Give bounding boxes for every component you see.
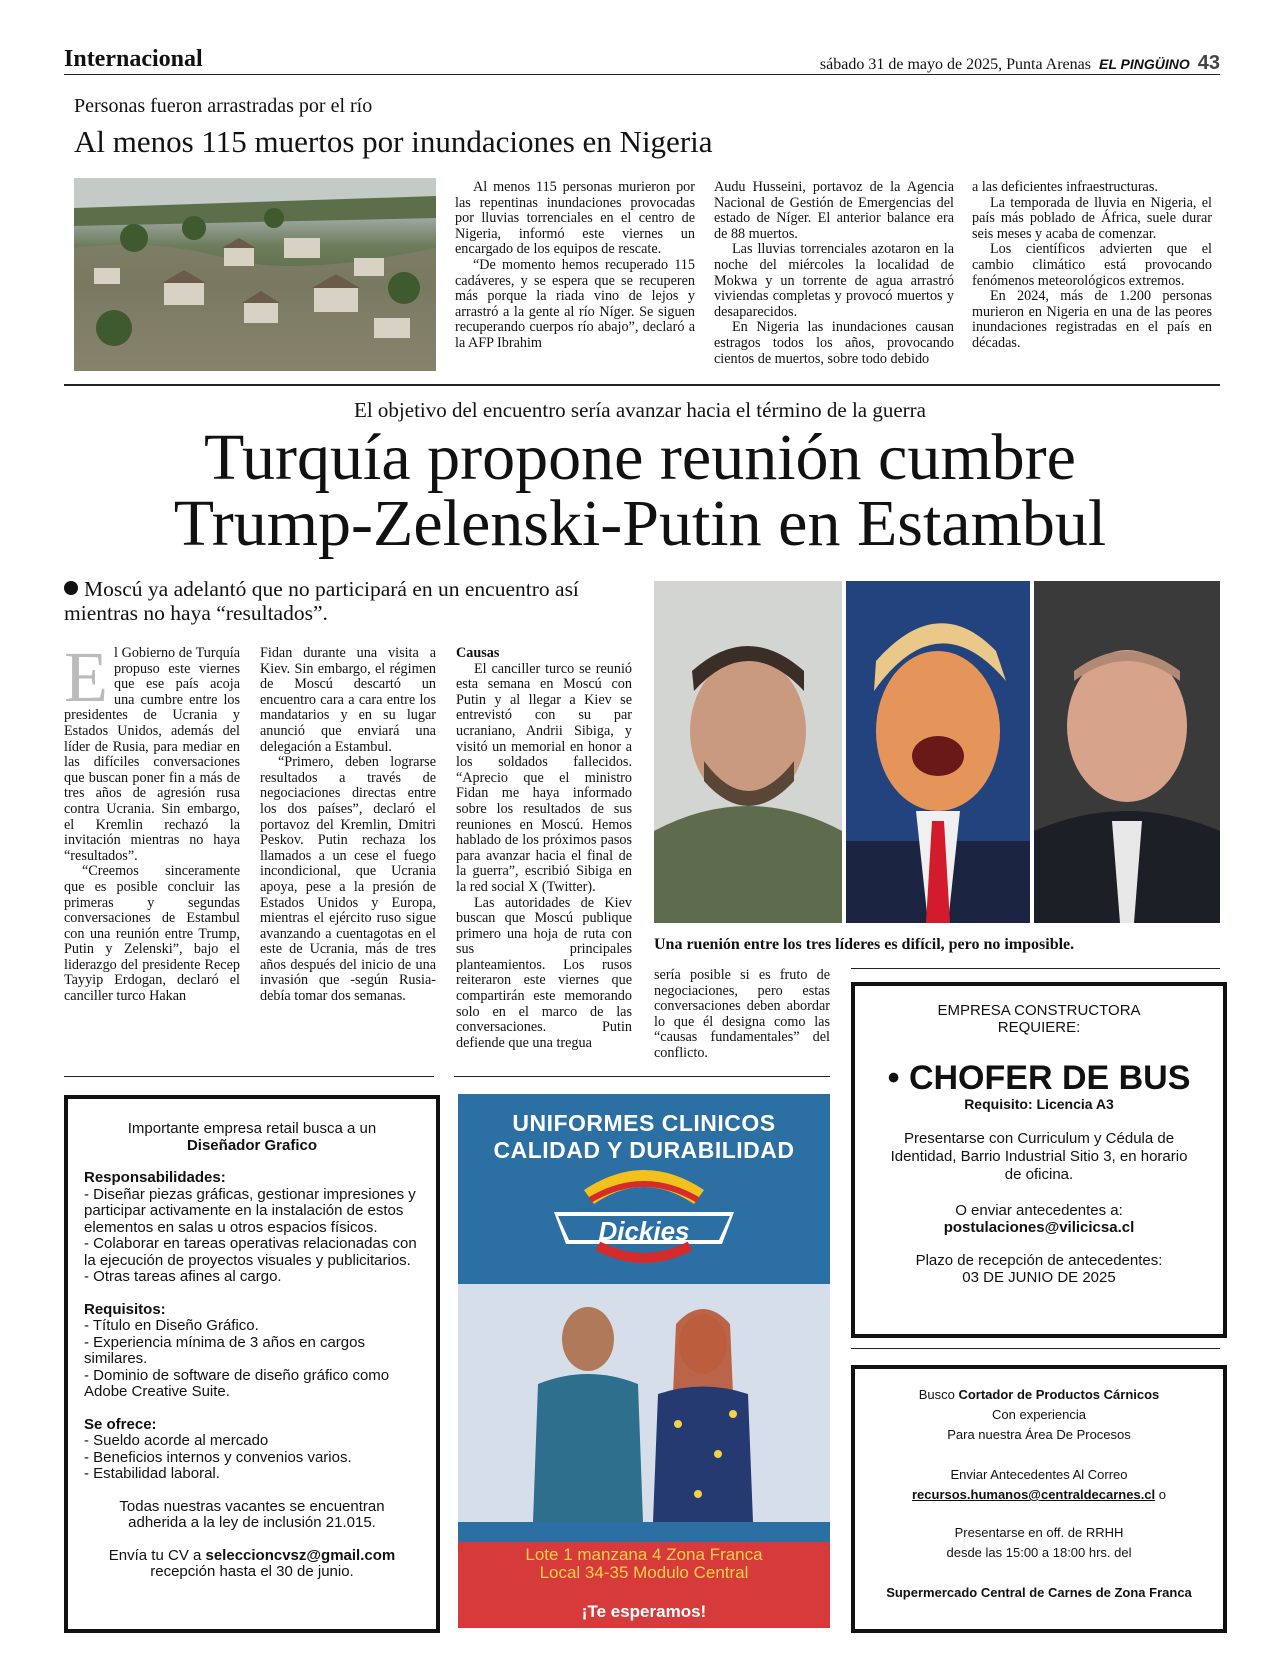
paragraph: a las deficientes infraestructuras. xyxy=(972,179,1158,195)
paragraph: El canciller turco se reunió esta semana en Moscú con Putin y al llegar a Kiev se entrevistó con su par ucraniano, Andrii Sibiga, y visitó un memorial en honor a los soldados fallecidos. “Aprecio que el ministro Fidan me haya informado sobre los resultados de sus reuniones en Moscú. Hemos hablado de los próximos pasos para avanzar hacia el final de la guerra”, escribió Sibiga en la red social X (Twitter). xyxy=(456,660,632,895)
ads-divider-right xyxy=(851,968,1220,969)
putin-photo xyxy=(1034,581,1220,923)
resp-list xyxy=(84,1187,420,1286)
list-item: - Beneficios internos y convenios varios. xyxy=(84,1448,352,1466)
ad-designer xyxy=(64,1095,440,1633)
ad-role: • CHOFER DE BUS xyxy=(887,1059,1191,1097)
dickies-footer xyxy=(458,1542,830,1628)
dickies-logo-text: Dickies xyxy=(598,1216,690,1246)
req-list xyxy=(84,1318,420,1401)
req-title: Requisitos: xyxy=(84,1300,166,1318)
ads-divider-left xyxy=(64,1076,434,1077)
story2-deck: Moscú ya adelantó que no participará en un encuentro así mientras no haya “resultados”. xyxy=(64,577,579,625)
story2-headline xyxy=(0,421,1280,560)
ad-line: Enviar Antecedentes Al Correo xyxy=(950,1467,1128,1482)
ad-line: Busco Cortador de Productos Cárnicos xyxy=(918,1387,1160,1402)
paragraph: “De momento hemos recuperado 115 cadáveres, y se espera que se recuperen más porque la riada vino de lejos y arrastró a la gente al río Níger. Se siguen recuperando cuerpos río abajo”, declaró a la AFP Ibrahim xyxy=(455,256,695,351)
trump-photo xyxy=(846,581,1030,923)
list-item: - Colaborar en tareas operativas relacionadas con la ejecución de proyectos visuales y publicitarios. xyxy=(84,1235,417,1269)
headline-line-1: Turquía propone reunión cumbre xyxy=(204,421,1076,494)
section-title: Internacional xyxy=(64,46,203,72)
story2-column-3 xyxy=(456,646,632,1051)
story1-headline: Al menos 115 muertos por inundaciones en Nigeria xyxy=(74,124,713,159)
ad-role: Diseñador Grafico xyxy=(186,1136,318,1154)
ad-requirement: Requisito: Licencia A3 xyxy=(964,1096,1114,1112)
paragraph: Las autoridades de Kiev buscan que Moscú publique primero una hoja de ruta con sus principales planteamientos. Los rusos reiteraron este viernes que compartirán este memorando solo en el marco de las conversaciones. Putin defiende que una tregua xyxy=(456,894,632,1051)
story2-column-4 xyxy=(654,968,830,1062)
ad-line: recursos.humanos@centraldecarnes.cl o xyxy=(911,1487,1166,1502)
paragraph: El Gobierno de Turquía propuso este viernes que ese país acoja una cumbre entre los presidentes de Ucrania y Estados Unidos, además del líder de Rusia, para mediar en las difíciles conversaciones que buscan poner fin a más de tres años de agresión rusa contra Ucrania. Sin embargo, el Kremlin rechazó la invitación mientras no haya “resultados”. xyxy=(64,637,240,864)
ads-divider-right-2 xyxy=(851,1348,1220,1349)
story-divider xyxy=(64,384,1220,386)
email-link[interactable]: recursos.humanos@centraldecarnes.cl xyxy=(911,1487,1156,1502)
deadline: recepción hasta el 30 de junio. xyxy=(150,1563,354,1580)
paragraph: La temporada de lluvia en Nigeria, el país más poblado de África, suele durar seis meses y acaba de comenzar. xyxy=(972,194,1212,242)
list-item: - Experiencia mínima de 3 años en cargos similares. xyxy=(84,1333,365,1367)
paragraph: Fidan durante una visita a Kiev. Sin embargo, el régimen de Moscú descartó un encuentro cara a cara entre los mandatarios y en su lugar anunció que enviará una delegación a Estambul. xyxy=(260,645,436,755)
paragraph: Al menos 115 personas murieron por las repentinas inundaciones provocadas por lluvias torrenciales en el centro de Nigeria, informó este viernes un encargado de los equipos de rescate. xyxy=(455,179,695,258)
list-item: - Título en Diseño Gráfico. xyxy=(84,1317,259,1334)
resp-title: Responsabilidades: xyxy=(84,1169,226,1186)
bullet-icon xyxy=(64,581,78,595)
ad-meat-cutter xyxy=(851,1365,1227,1633)
ad-company: Supermercado Central de Carnes de Zona Franca xyxy=(886,1585,1192,1600)
headline-line-2: Trump-Zelenski-Putin en Estambul xyxy=(173,487,1107,560)
page-number: 43 xyxy=(1197,52,1220,74)
story2-column-2 xyxy=(260,646,436,1005)
ads-divider-mid xyxy=(454,1076,830,1077)
offer-list xyxy=(84,1433,420,1483)
ad-line: Presentarse en off. de RRHH xyxy=(954,1525,1124,1540)
email-link[interactable]: postulaciones@vilicicsa.cl xyxy=(943,1219,1135,1236)
story1-kicker: Personas fueron arrastradas por el río xyxy=(74,95,373,117)
brand-logo: EL PINGÜINO xyxy=(1098,56,1190,72)
ad-deadline-label: Plazo de recepción de antecedentes: xyxy=(915,1252,1163,1269)
flood-photo xyxy=(74,178,436,371)
paragraph: Audu Husseini, portavoz de la Agencia Nacional de Gestión de Emergencias del estado de Níger. El anterior balance era de 88 muertos. xyxy=(714,179,954,242)
story1-column-3 xyxy=(972,180,1212,352)
paragraph: “Primero, deben lograrse resultados a través de negociaciones directas entre los dos países”, declaró el portavoz del Kremlin, Dmitri Peskov. Putin rechaza los llamados a un cese el fuego incondicional, que Ucrania apoya, pese a la presión de Estados Unidos y Europa, mientras el ejército ruso sigue avanzando a cuentagotas en el este de Ucrania, más de tres años después del inicio de una invasión que -según Rusia- debía tomar dos semanas. xyxy=(260,754,436,1005)
ad-intro: Importante empresa retail busca a un xyxy=(127,1120,377,1137)
story1-column-2 xyxy=(714,180,954,367)
ad-dickies xyxy=(458,1094,830,1628)
email-link[interactable]: seleccioncvsz@gmail.com xyxy=(205,1546,396,1564)
dickies-slogan: UNIFORMES CLINICOS CALIDAD Y DURABILIDAD xyxy=(493,1110,795,1163)
ad-bus-driver xyxy=(851,982,1227,1338)
list-item: - Estabilidad laboral. xyxy=(84,1465,220,1482)
date-place: sábado 31 de mayo de 2025, Punta Arenas xyxy=(819,56,1091,73)
list-item: - Otras tareas afines al cargo. xyxy=(84,1268,282,1285)
send-cv: Envía tu CV a seleccioncvsz@gmail.com xyxy=(108,1546,396,1564)
offer-title: Se ofrece: xyxy=(84,1415,157,1433)
drop-cap: E xyxy=(64,637,108,717)
dickies-cta: ¡Te esperamos! xyxy=(581,1602,707,1621)
photo-caption: Una ruenión entre los tres líderes es difícil, pero no imposible. xyxy=(654,936,1075,953)
ad-present: Presentarse con Curriculum y Cédula de Identidad, Barrio Industrial Sitio 3, en horario de oficina. xyxy=(890,1130,1188,1183)
paragraph: “Creemos sinceramente que es posible concluir las primeras y segundas conversaciones de Estambul con una reunión entre Trump, Putin y Zelenski”, bajo el liderazgo del presidente Recep Tayyip Erdogan, declaró el canciller turco Hakan xyxy=(64,863,240,1005)
ad-deadline: 03 DE JUNIO DE 2025 xyxy=(962,1269,1116,1286)
list-item: - Sueldo acorde al mercado xyxy=(84,1432,269,1449)
crosshead: Causas xyxy=(456,645,500,661)
ad-line: Con experiencia xyxy=(992,1407,1086,1422)
ad-or-send: O enviar antecedentes a: xyxy=(955,1202,1123,1219)
zelenski-photo xyxy=(654,581,842,923)
ad-line: desde las 15:00 a 18:00 hrs. del xyxy=(946,1545,1132,1560)
dateline xyxy=(820,52,1220,75)
paragraph: En 2024, más de 1.200 personas murieron en Nigeria en una de las peores inundaciones registradas en el país en décadas. xyxy=(972,288,1212,351)
story1-column-1 xyxy=(455,180,695,352)
header-rule xyxy=(64,74,1220,75)
list-item: - Dominio de software de diseño gráfico como Adobe Creative Suite. xyxy=(84,1366,390,1400)
story2-column-1 xyxy=(64,637,240,1005)
inclusion-note: Todas nuestras vacantes se encuentran adherida a la ley de inclusión 21.015. xyxy=(119,1497,385,1531)
ad-line: Para nuestra Área De Procesos xyxy=(947,1427,1131,1442)
list-item: - Diseñar piezas gráficas, gestionar impresiones y participar activamente en la instalación de estos elementos en salas u otros espacios físicos. xyxy=(84,1185,416,1236)
models-photo xyxy=(458,1284,830,1522)
story2-kicker: El objetivo del encuentro sería avanzar hacia el término de la guerra xyxy=(354,398,926,422)
paragraph: En Nigeria las inundaciones causan estragos todos los años, provocando cientos de muertos, sobre todo debido xyxy=(714,319,954,367)
ad-company: EMPRESA CONSTRUCTORA REQUIERE: xyxy=(937,1002,1141,1036)
paragraph: Las lluvias torrenciales azotaron en la noche del miércoles la localidad de Mokwa y un torrente de agua arrastró viviendas completas y provocó muertos y desaparecidos. xyxy=(714,241,954,320)
paragraph: sería posible si es fruto de negociaciones, pero estas conversaciones deben abordar lo que él designa como las “causas fundamentales” del conflicto. xyxy=(654,967,830,1061)
ad-role: Cortador de Productos Cárnicos xyxy=(958,1387,1160,1402)
paragraph: Los científicos advierten que el cambio climático está provocando fenómenos meteorológicos extremos. xyxy=(972,241,1212,289)
dickies-address: Lote 1 manzana 4 Zona Franca Local 34-35 Modulo Central xyxy=(525,1545,763,1582)
